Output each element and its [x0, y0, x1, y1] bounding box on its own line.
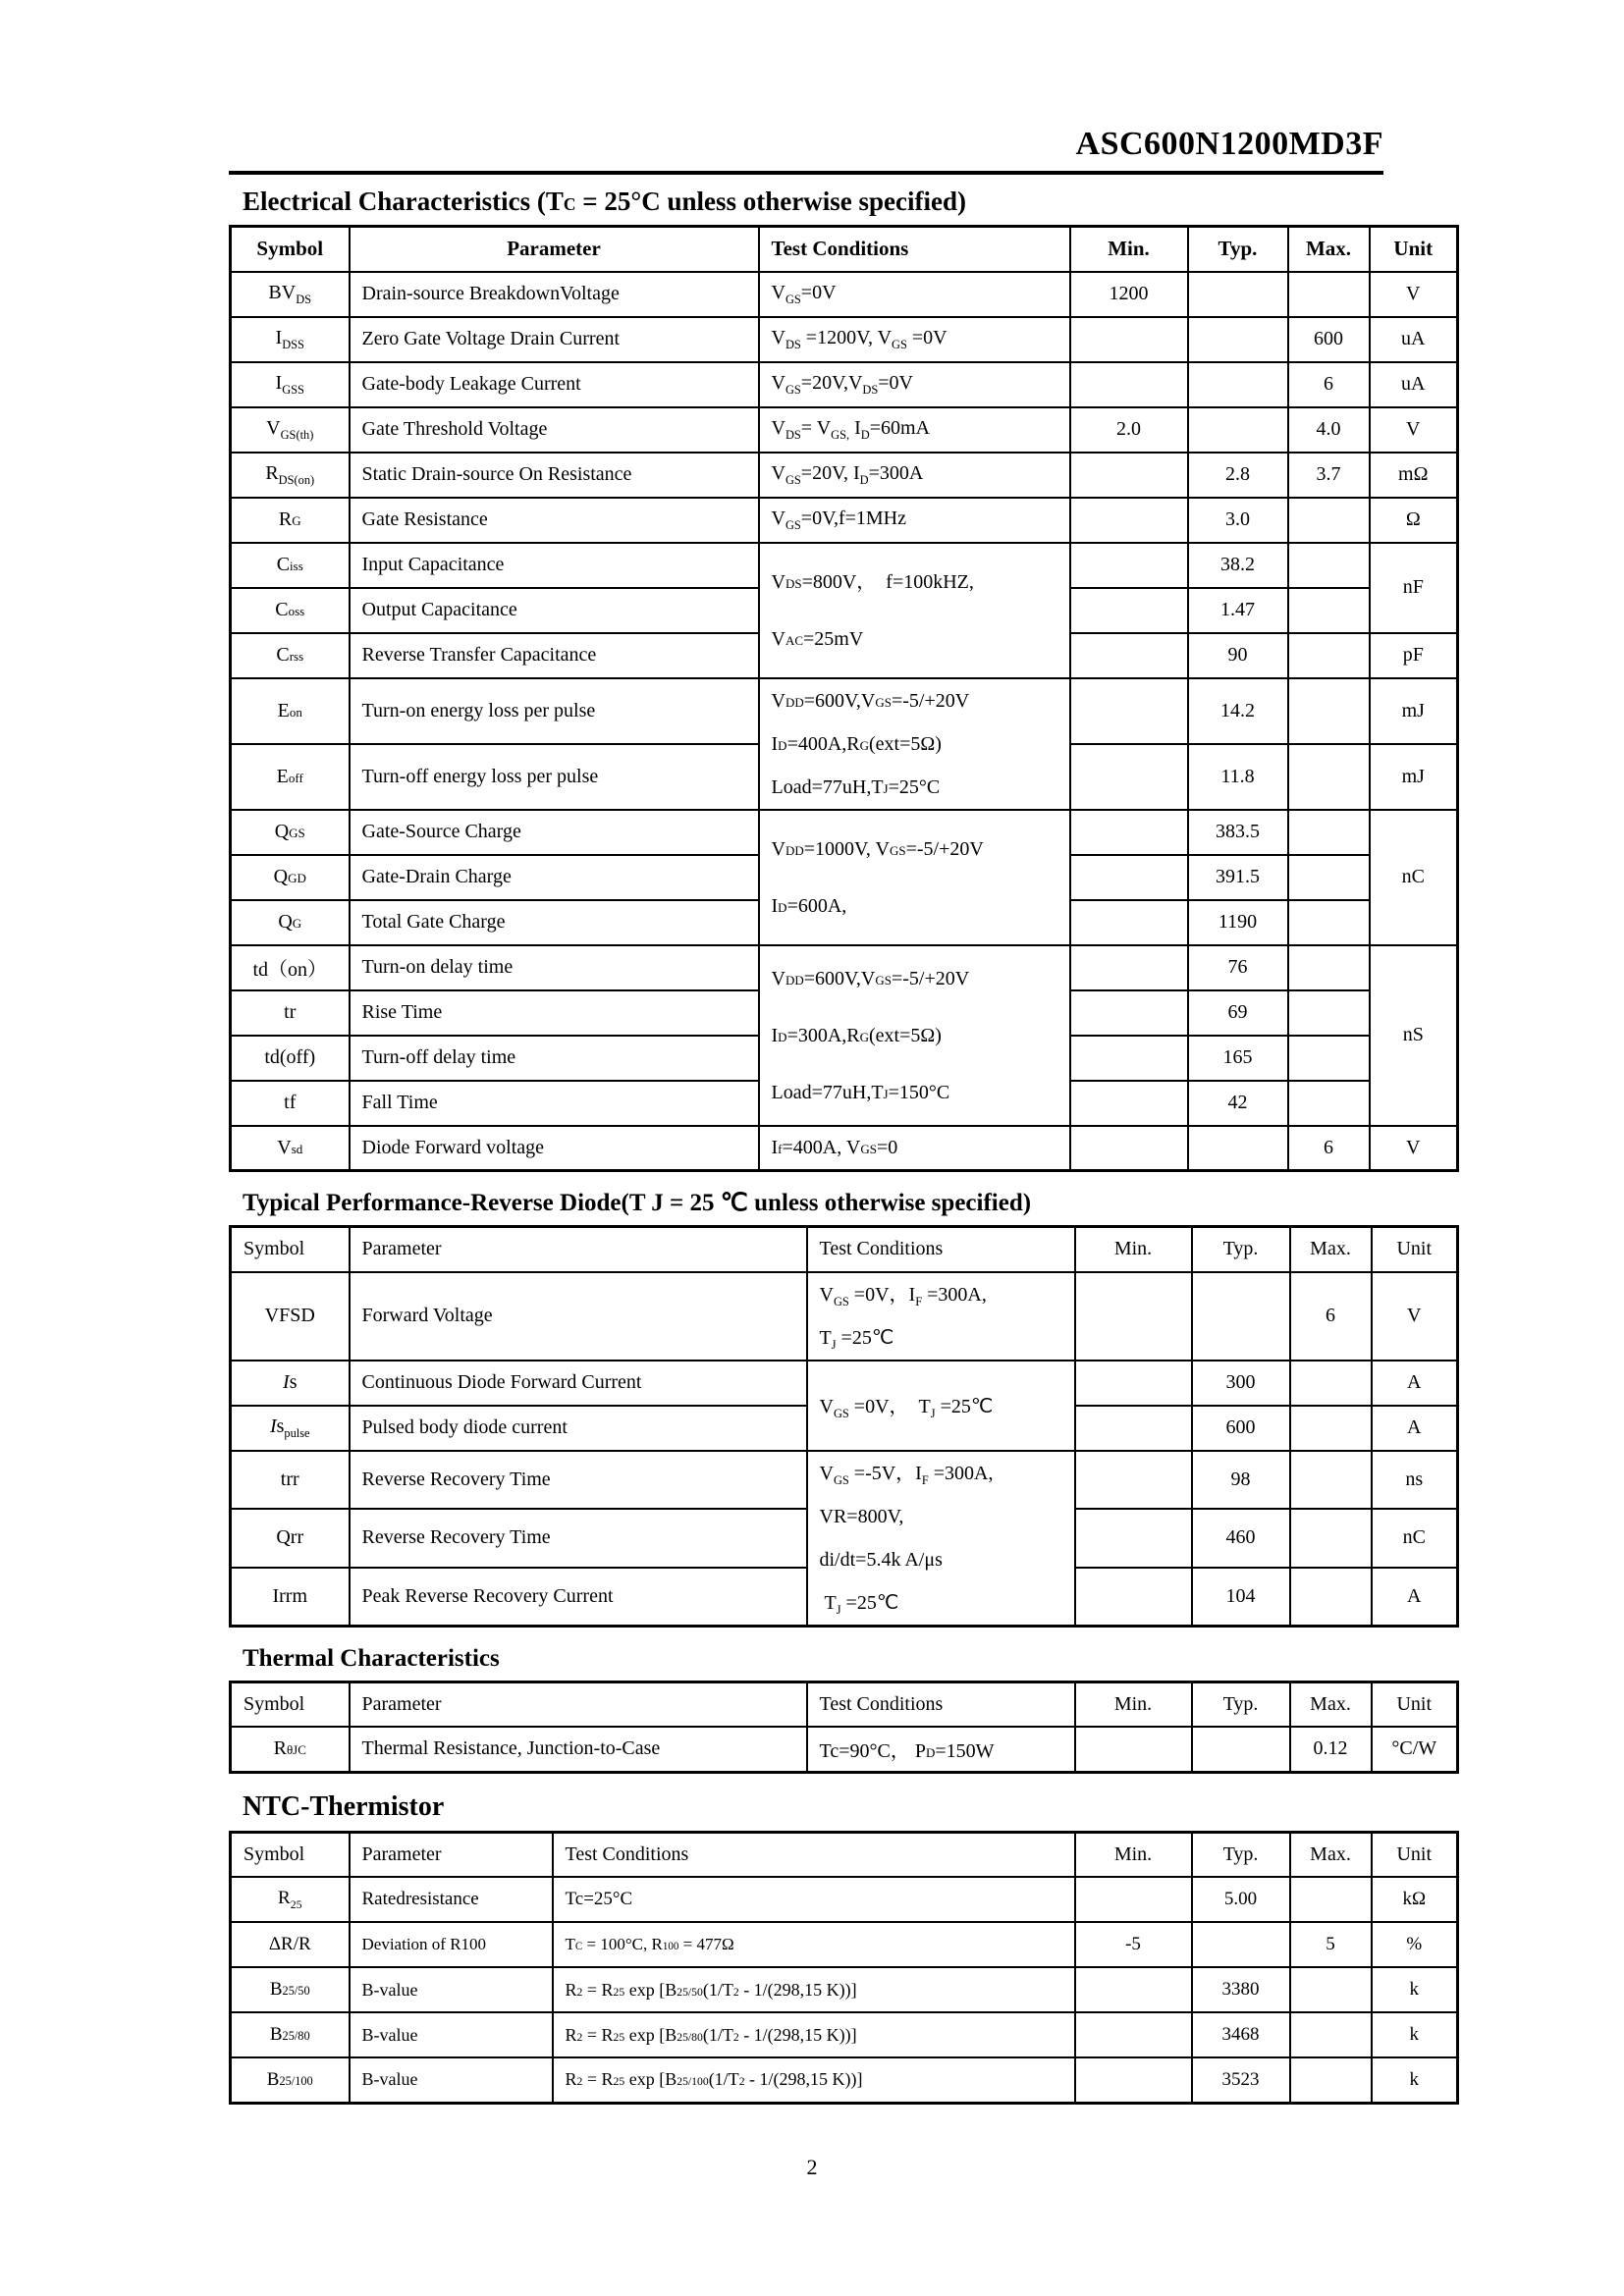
ntc-thermistor-table — [229, 1831, 1459, 2105]
typ-cell — [1192, 1922, 1290, 1967]
col-symbol: Symbol — [231, 1227, 350, 1272]
min-cell — [1070, 543, 1188, 588]
col-unit: Unit — [1372, 1227, 1458, 1272]
typ-cell — [1188, 1126, 1288, 1171]
test-conditions-cell: R2 = R25 exp [B25/80(1/T2 - 1/(298,15 K))] — [553, 2012, 1075, 2057]
symbol-cell: Is — [231, 1361, 350, 1406]
max-cell — [1288, 744, 1370, 810]
test-conditions-cell: $V_{GS}=20V$, $I_D=300A$ — [759, 453, 1070, 498]
unit-cell: mΩ — [1370, 453, 1458, 498]
max-cell — [1288, 588, 1370, 633]
symbol-cell: QG — [231, 900, 350, 945]
typ-cell: 3468 — [1192, 2012, 1290, 2057]
symbol-cell: td(off) — [231, 1036, 350, 1081]
parameter-cell: Output Capacitance — [350, 588, 759, 633]
col-parameter: Parameter — [350, 1682, 807, 1727]
col-test-conditions: Test Conditions — [807, 1227, 1075, 1272]
max-cell: 6 — [1288, 362, 1370, 407]
table-row — [231, 498, 1458, 543]
typ-cell: 98 — [1192, 1451, 1290, 1510]
max-cell — [1290, 1406, 1372, 1451]
table-row — [231, 1451, 1458, 1510]
max-cell — [1290, 1568, 1372, 1627]
min-cell — [1075, 1877, 1192, 1922]
max-cell: 0.12 — [1290, 1727, 1372, 1772]
parameter-cell: Input Capacitance — [350, 543, 759, 588]
table-row — [231, 810, 1458, 855]
test-conditions-cell: $V_{GS} =0V$，$I_F =300A$, $T_J$ =25℃ — [807, 1272, 1075, 1361]
col-unit: Unit — [1372, 1832, 1458, 1877]
col-symbol: Symbol — [231, 1682, 350, 1727]
min-cell — [1075, 1967, 1192, 2012]
unit-cell: Ω — [1370, 498, 1458, 543]
unit-cell: V — [1370, 1126, 1458, 1171]
symbol-cell: B25/100 — [231, 2057, 350, 2103]
unit-cell: k — [1372, 2012, 1458, 2057]
test-conditions-cell: $V_{GS}=20V,V_{DS}=0V$ — [759, 362, 1070, 407]
col-typ: Typ. — [1188, 227, 1288, 272]
typ-cell — [1188, 407, 1288, 453]
max-cell — [1290, 1877, 1372, 1922]
table-row — [231, 2057, 1458, 2103]
symbol-cell: Crss — [231, 633, 350, 678]
parameter-cell: Drain-source BreakdownVoltage — [350, 272, 759, 317]
min-cell — [1070, 990, 1188, 1036]
max-cell: 6 — [1290, 1272, 1372, 1361]
table-row — [231, 945, 1458, 990]
min-cell — [1070, 678, 1188, 744]
unit-cell: uA — [1370, 362, 1458, 407]
unit-cell: mJ — [1370, 744, 1458, 810]
symbol-cell: $BV_{DS}$ — [231, 272, 350, 317]
typ-cell: 38.2 — [1188, 543, 1288, 588]
test-conditions-cell: TC = 100°C, R100 = 477Ω — [553, 1922, 1075, 1967]
max-cell — [1290, 1967, 1372, 2012]
parameter-cell: Reverse Recovery Time — [350, 1509, 807, 1568]
max-cell: 600 — [1288, 317, 1370, 362]
parameter-cell: Deviation of R100 — [350, 1922, 553, 1967]
parameter-cell: Total Gate Charge — [350, 900, 759, 945]
reverse-diode-table — [229, 1225, 1459, 1628]
typ-cell: 1.47 — [1188, 588, 1288, 633]
table-row — [231, 1126, 1458, 1171]
col-unit: Unit — [1370, 227, 1458, 272]
col-typ: Typ. — [1192, 1227, 1290, 1272]
max-cell — [1288, 855, 1370, 900]
parameter-cell: Static Drain-source On Resistance — [350, 453, 759, 498]
symbol-cell: RG — [231, 498, 350, 543]
min-cell — [1075, 2057, 1192, 2103]
test-conditions-cell: VDD=1000V, VGS=-5/+20V ID=600A, — [759, 810, 1070, 945]
col-symbol: Symbol — [231, 1832, 350, 1877]
min-cell: -5 — [1075, 1922, 1192, 1967]
min-cell — [1070, 362, 1188, 407]
parameter-cell: Forward Voltage — [350, 1272, 807, 1361]
parameter-cell: Thermal Resistance, Junction-to-Case — [350, 1727, 807, 1772]
symbol-cell: Irrm — [231, 1568, 350, 1627]
symbol-cell: tf — [231, 1081, 350, 1126]
col-max: Max. — [1288, 227, 1370, 272]
test-conditions-cell: Tc=90°C， PD=150W — [807, 1727, 1075, 1772]
symbol-cell: VFSD — [231, 1272, 350, 1361]
min-cell: 2.0 — [1070, 407, 1188, 453]
parameter-cell: Gate-body Leakage Current — [350, 362, 759, 407]
max-cell — [1288, 900, 1370, 945]
typ-cell — [1192, 1727, 1290, 1772]
symbol-cell: $R_{DS(on)}$ — [231, 453, 350, 498]
max-cell — [1288, 678, 1370, 744]
test-conditions-cell: VDS=800V， f=100kHZ, VAC=25mV — [759, 543, 1070, 678]
max-cell — [1290, 2057, 1372, 2103]
parameter-cell: B-value — [350, 2057, 553, 2103]
unit-cell: k — [1372, 2057, 1458, 2103]
parameter-cell: Reverse Transfer Capacitance — [350, 633, 759, 678]
typ-cell: 5.00 — [1192, 1877, 1290, 1922]
table-row — [231, 1922, 1458, 1967]
min-cell — [1070, 1036, 1188, 1081]
typ-cell: 3523 — [1192, 2057, 1290, 2103]
unit-cell: k — [1372, 1967, 1458, 2012]
max-cell — [1288, 945, 1370, 990]
table-row — [231, 1967, 1458, 2012]
typ-cell — [1188, 272, 1288, 317]
table-row — [231, 453, 1458, 498]
table-row — [231, 1727, 1458, 1772]
table-header-row — [231, 227, 1458, 272]
symbol-cell: Eon — [231, 678, 350, 744]
max-cell: 6 — [1288, 1126, 1370, 1171]
symbol-cell: trr — [231, 1451, 350, 1510]
max-cell — [1290, 1509, 1372, 1568]
min-cell — [1070, 453, 1188, 498]
min-cell — [1075, 1406, 1192, 1451]
symbol-cell: QGS — [231, 810, 350, 855]
min-cell — [1070, 1081, 1188, 1126]
section-title-reverse-diode: Typical Performance-Reverse Diode(T J = 25 ℃ unless otherwise specified) — [243, 1190, 1032, 1216]
typ-cell: 383.5 — [1188, 810, 1288, 855]
table-row — [231, 678, 1458, 744]
document-title: ASC600N1200MD3F — [1075, 126, 1383, 162]
symbol-cell: Eoff — [231, 744, 350, 810]
unit-cell: nF — [1370, 543, 1458, 633]
table-row — [231, 272, 1458, 317]
max-cell — [1288, 1036, 1370, 1081]
symbol-cell: td（on） — [231, 945, 350, 990]
unit-cell: V — [1370, 272, 1458, 317]
unit-cell: kΩ — [1372, 1877, 1458, 1922]
min-cell — [1070, 588, 1188, 633]
col-min: Min. — [1075, 1832, 1192, 1877]
parameter-cell: Reverse Recovery Time — [350, 1451, 807, 1510]
typ-cell — [1188, 362, 1288, 407]
min-cell — [1075, 1568, 1192, 1627]
unit-cell: A — [1372, 1361, 1458, 1406]
symbol-cell: B25/50 — [231, 1967, 350, 2012]
symbol-cell: Ciss — [231, 543, 350, 588]
unit-cell: nS — [1370, 945, 1458, 1126]
typ-cell — [1188, 317, 1288, 362]
test-conditions-cell: If=400A, VGS=0 — [759, 1126, 1070, 1171]
col-unit: Unit — [1372, 1682, 1458, 1727]
col-min: Min. — [1070, 227, 1188, 272]
typ-cell: 104 — [1192, 1568, 1290, 1627]
parameter-cell: Turn-on energy loss per pulse — [350, 678, 759, 744]
min-cell — [1075, 2012, 1192, 2057]
unit-cell: nC — [1372, 1509, 1458, 1568]
symbol-cell: $R_{25}$ — [231, 1877, 350, 1922]
typ-cell: 391.5 — [1188, 855, 1288, 900]
section-title-thermal: Thermal Characteristics — [243, 1644, 500, 1672]
test-conditions-cell: $V_{GS} =0V$， $T_J$ =25℃ — [807, 1361, 1075, 1451]
unit-cell: V — [1372, 1272, 1458, 1361]
max-cell — [1290, 2012, 1372, 2057]
typ-cell: 69 — [1188, 990, 1288, 1036]
typ-cell: 3.0 — [1188, 498, 1288, 543]
parameter-cell: Rise Time — [350, 990, 759, 1036]
typ-cell: 90 — [1188, 633, 1288, 678]
unit-cell: pF — [1370, 633, 1458, 678]
max-cell: 5 — [1290, 1922, 1372, 1967]
symbol-cell: tr — [231, 990, 350, 1036]
symbol-cell: Vsd — [231, 1126, 350, 1171]
typ-cell: 1190 — [1188, 900, 1288, 945]
test-conditions-cell: $V_{GS} =-5V$，$I_F =300A$, VR=800V, di/dt=5.4k A/μs $T_J$ =25℃ — [807, 1451, 1075, 1627]
parameter-cell: Peak Reverse Recovery Current — [350, 1568, 807, 1627]
min-cell — [1075, 1361, 1192, 1406]
symbol-cell: ΔR/R — [231, 1922, 350, 1967]
parameter-cell: Turn-off delay time — [350, 1036, 759, 1081]
parameter-cell: Turn-on delay time — [350, 945, 759, 990]
title-underline — [229, 171, 1383, 175]
test-conditions-cell: R2 = R25 exp [B25/50(1/T2 - 1/(298,15 K))] — [553, 1967, 1075, 2012]
symbol-cell: $I_{GSS}$ — [231, 362, 350, 407]
max-cell — [1288, 810, 1370, 855]
table-row — [231, 543, 1458, 588]
max-cell — [1288, 498, 1370, 543]
parameter-cell: Ratedresistance — [350, 1877, 553, 1922]
symbol-cell: QGD — [231, 855, 350, 900]
parameter-cell: Pulsed body diode current — [350, 1406, 807, 1451]
min-cell — [1075, 1272, 1192, 1361]
table-row — [231, 1361, 1458, 1406]
symbol-cell: Coss — [231, 588, 350, 633]
table-row — [231, 362, 1458, 407]
table-row — [231, 1272, 1458, 1361]
typ-cell: 3380 — [1192, 1967, 1290, 2012]
min-cell — [1075, 1727, 1192, 1772]
typ-cell: 76 — [1188, 945, 1288, 990]
parameter-cell: B-value — [350, 1967, 553, 2012]
test-conditions-cell: VDD=600V,VGS=-5/+20V ID=300A,RG(ext=5Ω) Load=77uH,TJ=150°C — [759, 945, 1070, 1126]
test-conditions-cell: $V_{DS}= V_{GS,}$ $I_D=60mA$ — [759, 407, 1070, 453]
min-cell — [1070, 744, 1188, 810]
max-cell — [1288, 633, 1370, 678]
typ-cell: 42 — [1188, 1081, 1288, 1126]
min-cell: 1200 — [1070, 272, 1188, 317]
table-row — [231, 1877, 1458, 1922]
min-cell — [1070, 498, 1188, 543]
max-cell — [1288, 543, 1370, 588]
col-test-conditions: Test Conditions — [807, 1682, 1075, 1727]
symbol-cell: Qrr — [231, 1509, 350, 1568]
parameter-cell: Gate Resistance — [350, 498, 759, 543]
parameter-cell: Fall Time — [350, 1081, 759, 1126]
min-cell — [1070, 633, 1188, 678]
unit-cell: % — [1372, 1922, 1458, 1967]
test-conditions-cell: $V_{DS} =1200V$, $V_{GS} =0V$ — [759, 317, 1070, 362]
max-cell — [1288, 990, 1370, 1036]
max-cell — [1288, 272, 1370, 317]
symbol-cell: B25/80 — [231, 2012, 350, 2057]
unit-cell: ns — [1372, 1451, 1458, 1510]
max-cell — [1288, 1081, 1370, 1126]
col-min: Min. — [1075, 1682, 1192, 1727]
min-cell — [1070, 810, 1188, 855]
max-cell: 3.7 — [1288, 453, 1370, 498]
col-typ: Typ. — [1192, 1682, 1290, 1727]
unit-cell: nC — [1370, 810, 1458, 945]
typ-cell: 460 — [1192, 1509, 1290, 1568]
parameter-cell: Zero Gate Voltage Drain Current — [350, 317, 759, 362]
section-title-ntc: NTC-Thermistor — [243, 1790, 445, 1822]
test-conditions-cell: Tc=25°C — [553, 1877, 1075, 1922]
table-row — [231, 407, 1458, 453]
test-conditions-cell: VDD=600V,VGS=-5/+20V ID=400A,RG(ext=5Ω) Load=77uH,TJ=25°C — [759, 678, 1070, 810]
symbol-cell: $V_{GS(th)}$ — [231, 407, 350, 453]
min-cell — [1070, 317, 1188, 362]
table-header-row — [231, 1682, 1458, 1727]
unit-cell: V — [1370, 407, 1458, 453]
typ-cell: 2.8 — [1188, 453, 1288, 498]
typ-cell: 600 — [1192, 1406, 1290, 1451]
min-cell — [1070, 945, 1188, 990]
unit-cell: °C/W — [1372, 1727, 1458, 1772]
max-cell — [1290, 1361, 1372, 1406]
unit-cell: A — [1372, 1406, 1458, 1451]
col-max: Max. — [1290, 1682, 1372, 1727]
col-min: Min. — [1075, 1227, 1192, 1272]
parameter-cell: Continuous Diode Forward Current — [350, 1361, 807, 1406]
typ-cell: 165 — [1188, 1036, 1288, 1081]
min-cell — [1075, 1509, 1192, 1568]
typ-cell: 300 — [1192, 1361, 1290, 1406]
page-number: 2 — [806, 2155, 818, 2179]
test-conditions-cell: $V_{GS}=0V$ — [759, 272, 1070, 317]
typ-cell — [1192, 1272, 1290, 1361]
unit-cell: A — [1372, 1568, 1458, 1627]
parameter-cell: Turn-off energy loss per pulse — [350, 744, 759, 810]
col-parameter: Parameter — [350, 1832, 553, 1877]
thermal-characteristics-table — [229, 1681, 1459, 1774]
max-cell — [1290, 1451, 1372, 1510]
table-header-row — [231, 1832, 1458, 1877]
typ-cell: 11.8 — [1188, 744, 1288, 810]
parameter-cell: Diode Forward voltage — [350, 1126, 759, 1171]
typ-cell: 14.2 — [1188, 678, 1288, 744]
symbol-cell: $I_{DSS}$ — [231, 317, 350, 362]
col-symbol: Symbol — [231, 227, 350, 272]
symbol-cell: RθJC — [231, 1727, 350, 1772]
table-row — [231, 2012, 1458, 2057]
table-row — [231, 317, 1458, 362]
parameter-cell: Gate Threshold Voltage — [350, 407, 759, 453]
min-cell — [1070, 1126, 1188, 1171]
parameter-cell: B-value — [350, 2012, 553, 2057]
min-cell — [1070, 900, 1188, 945]
col-test-conditions: Test Conditions — [553, 1832, 1075, 1877]
col-max: Max. — [1290, 1227, 1372, 1272]
section-title-electrical: Electrical Characteristics (TC = 25°C unless otherwise specified) — [243, 187, 966, 216]
col-test-conditions: Test Conditions — [759, 227, 1070, 272]
col-parameter: Parameter — [350, 1227, 807, 1272]
col-parameter: Parameter — [350, 227, 759, 272]
table-header-row — [231, 1227, 1458, 1272]
test-conditions-cell: R2 = R25 exp [B25/100(1/T2 - 1/(298,15 K))] — [553, 2057, 1075, 2103]
symbol-cell: $Is_{pulse}$ — [231, 1406, 350, 1451]
col-max: Max. — [1290, 1832, 1372, 1877]
parameter-cell: Gate-Drain Charge — [350, 855, 759, 900]
min-cell — [1075, 1451, 1192, 1510]
unit-cell: mJ — [1370, 678, 1458, 744]
min-cell — [1070, 855, 1188, 900]
unit-cell: uA — [1370, 317, 1458, 362]
max-cell: 4.0 — [1288, 407, 1370, 453]
parameter-cell: Gate-Source Charge — [350, 810, 759, 855]
col-typ: Typ. — [1192, 1832, 1290, 1877]
electrical-characteristics-table — [229, 225, 1459, 1172]
page-content — [229, 126, 1458, 2105]
test-conditions-cell: $V_{GS}=0V,f=1MHz$ — [759, 498, 1070, 543]
